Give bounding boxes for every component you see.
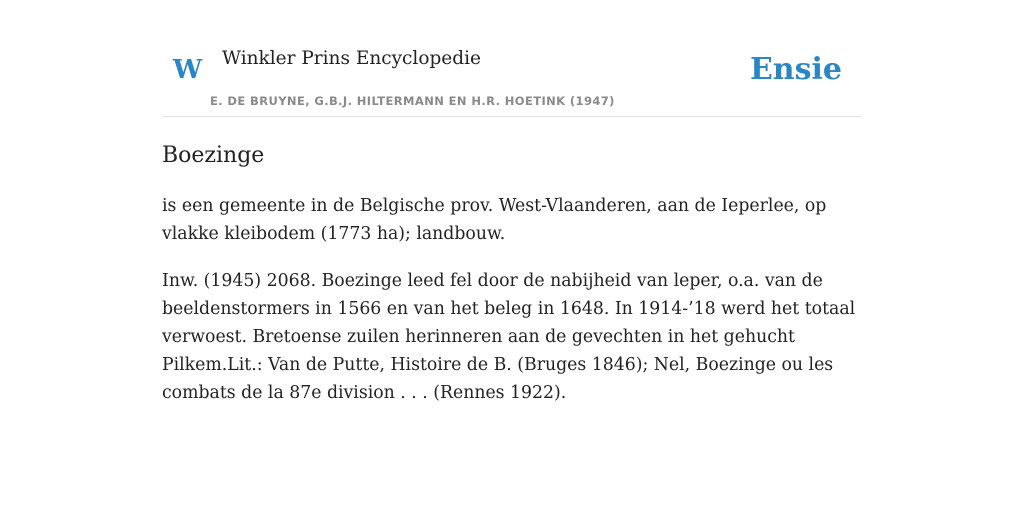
- header: [162, 0, 862, 117]
- book-logo-icon[interactable]: W: [173, 55, 203, 85]
- book-title[interactable]: Winkler Prins Encyclopedie: [222, 48, 481, 69]
- entry-paragraph: is een gemeente in de Belgische prov. West-Vlaanderen, aan de Ieperlee, op vlakke kleibodem (1773 ha); landbouw.: [162, 196, 827, 244]
- entry-title: Boezinge: [162, 143, 265, 168]
- content-container: [162, 0, 862, 407]
- entry-paragraph: Inw. (1945) 2068. Boezinge leed fel door de nabijheid van leper, o.a. van de beeldenstormers in 1566 en van het beleg in 1648. In 1914-’18 werd het totaal verwoest. Bretoense zuilen herinneren aan de gevechten in het gehucht Pilkem.Lit.: Van de Putte, Histoire de B. (Bruges 1846); Nel, Boezinge ou les combats de la 87e division . . . (Rennes 1922).: [162, 271, 856, 403]
- ensie-logo-link[interactable]: Ensie: [749, 52, 842, 87]
- book-authors: E. DE BRUYNE, G.B.J. HILTERMANN EN H.R. HOETINK (1947): [210, 94, 615, 108]
